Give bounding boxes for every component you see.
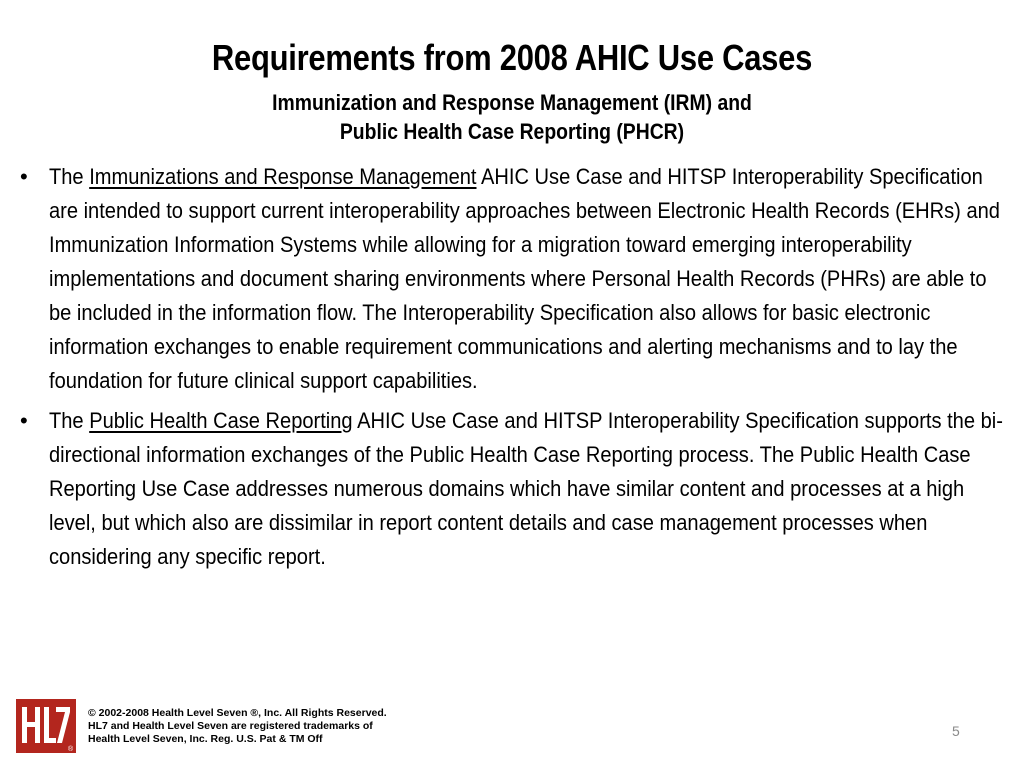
bullet-item-phcr [20,404,1020,574]
bullet-body: AHIC Use Case and HITSP Interoperability Specification supports the bi-directional information exchanges of the Public Health Case Reporting process. The Public Health Case Reporting Use Case addresses numerous domains which have similar content and processes at a high level, but which also are dissimilar in report content details and case management processes when considering any specific report. [49,408,1003,569]
bullet-prefix: The [49,164,90,189]
copyright-line2: HL7 and Health Level Seven are registered trademarks of [88,720,373,732]
copyright-notice [88,707,387,746]
bullet-text [49,160,1004,398]
hl7-logo-icon [16,699,76,753]
slide-subtitle-line1: Immunization and Response Management (IRM) and [272,90,752,115]
irm-use-case-link[interactable]: Immunizations and Response Management [89,164,477,189]
copyright-line3: Health Level Seven, Inc. Reg. U.S. Pat & TM Off [88,733,323,745]
copyright-line1: © 2002-2008 Health Level Seven ®, Inc. All Rights Reserved. [88,707,387,719]
bullet-symbol: • [20,408,28,433]
bullet-symbol: • [20,164,28,189]
bullet-text [49,404,1004,574]
bullet-list [20,160,1020,580]
page-number: 5 [952,723,960,739]
bullet-body: AHIC Use Case and HITSP Interoperability Specification are intended to support current interoperability approaches between Electronic Health Records (EHRs) and Immunization Information Systems while allowing for a migration toward emerging interoperability implementations and document sharing environments where Personal Health Records (PHRs) are able to be included in the information flow. The Interoperability Specification also allows for basic electronic information exchanges to enable requirement communications and alerting mechanisms and to lay the foundation for future clinical support capabilities. [49,164,1000,393]
slide-subtitle-line2: Public Health Case Reporting (PHCR) [339,119,685,144]
registered-mark: ® [68,746,74,753]
slide-title: Requirements from 2008 AHIC Use Cases [211,37,813,78]
bullet-prefix: The [49,408,90,433]
bullet-item-irm [20,160,1020,398]
phcr-use-case-link[interactable]: Public Health Case Reporting [89,408,353,433]
